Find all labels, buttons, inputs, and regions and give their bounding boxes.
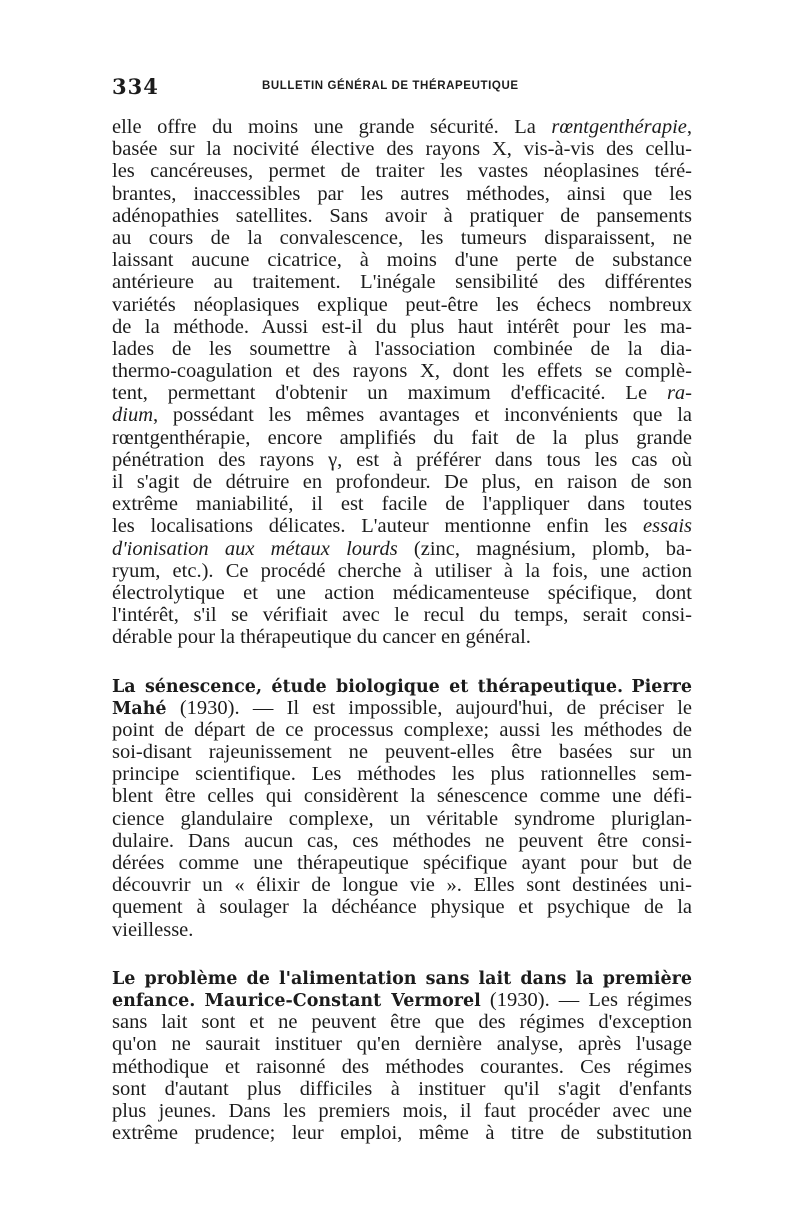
text-line [112,360,692,382]
text-line [112,138,692,160]
italic-term: essais [643,515,692,538]
section-senescence-review [112,675,692,941]
review-author-line [112,697,692,719]
text-line [112,249,692,271]
text-line [112,560,692,582]
text-line [112,404,692,426]
text-segment: électrolytique et une action médicamenteuse spécifique, dont [112,581,692,604]
text-line: blent être celles qui considèrent la sénescence comme une défi- [112,785,692,808]
text-line [112,582,692,604]
section-gap [112,941,692,967]
text-line [112,471,692,493]
text-line [112,160,692,182]
review-author: Maurice-Constant Vermorel [204,990,481,1011]
text-line [112,427,692,449]
text-line [112,515,692,537]
text-line: extrême prudence; leur emploi, même à titre de substitution [112,1122,692,1145]
text-line: (1930). — Il est impossible, aujourd'hui, de préciser le [166,696,692,719]
section-radiotherapy-paragraph [112,116,692,649]
text-segment: il s'agit de détruire en profondeur. De plus, en raison de son [112,471,692,493]
text-segment: tent, permettant d'obtenir un maximum d'efficacité. Le [112,382,667,405]
text-line: sont d'autant plus difficiles à instituer qu'il s'agit d'enfants [112,1077,692,1100]
review-title: La sénescence, étude biologique et thérapeutique. [112,676,624,697]
review-heading-line [112,675,692,697]
text-line [112,271,692,293]
text-line [112,493,692,515]
text-segment: laissant aucune cicatrice, à moins d'une perte de substance [112,249,692,272]
text-line: soi-disant rajeunissement ne peuvent-elles être basées sur un [112,741,692,764]
text-line: dulaire. Dans aucun cas, ces méthodes ne peuvent être consi- [112,829,692,852]
text-line [112,294,692,316]
text-segment: les cancéreuses, permet de traiter les vastes néoplasines téré- [112,160,692,183]
text-line: principe scientifique. Les méthodes les plus rationnelles sem- [112,763,692,786]
text-line: plus jeunes. Dans les premiers mois, il faut procéder avec une [112,1099,692,1122]
text-segment: elle offre du moins une grande sécurité. La [112,116,552,138]
text-segment: , [686,116,692,138]
text-segment: antérieure au traitement. L'inégale sensibilité des différentes [112,271,692,294]
text-segment: ryum, etc.). Ce procédé cherche à utiliser à la fois, une action [112,559,692,582]
review-heading-line [112,967,692,989]
text-line [112,449,692,471]
text-segment: dérable pour la thérapeutique du cancer en général. [112,626,531,649]
text-segment: adénopathies satellites. Sans avoir à pratiquer de pansements [112,204,692,227]
text-line [112,626,692,648]
text-line: qu'on ne saurait instituer qu'en dernière analyse, après l'usage [112,1033,692,1056]
section-alimentation-review [112,967,692,1145]
text-line [112,205,692,227]
page-header [112,74,692,99]
text-segment: basée sur la nocivité élective des rayons X, vis-à-vis des cellu- [112,138,692,161]
section-gap [112,649,692,675]
text-segment: pénétration des rayons γ, est à préférer dans tous les cas où [112,448,692,471]
review-author-last: Mahé [112,698,167,719]
text-segment: extrême maniabilité, il est facile de l'appliquer dans toutes [112,493,692,516]
text-line: vieillesse. [112,918,194,941]
text-segment: brantes, inaccessibles par les autres méthodes, ainsi que les [112,182,692,205]
text-segment: de la méthode. Aussi est-il du plus haut intérêt pour les ma- [112,315,692,338]
text-line: quement à soulager la déchéance physique et psychique de la [112,896,692,919]
text-line [112,538,692,560]
review-author-line [112,989,692,1011]
text-segment: (zinc, magnésium, plomb, ba- [397,537,692,560]
page-body [112,116,692,1144]
italic-term: dium [112,404,153,427]
text-line [112,116,692,138]
text-segment: lades de les soumettre à l'association combinée de la dia- [112,337,692,360]
text-line: méthodique et raisonné des méthodes courantes. Ces régimes [112,1055,692,1078]
text-line: découvrir un « élixir de longue vie ». Elles sont destinées uni- [112,874,692,897]
text-line [112,227,692,249]
review-title: Le problème de l'alimentation sans lait dans la première [112,968,692,989]
text-segment: thermo-coagulation et des rayons X, dont les effets se complè- [112,360,692,383]
text-line: cience glandulaire complexe, un véritable syndrome pluriglan- [112,807,692,830]
review-title-end: enfance. [112,990,196,1011]
review-author-first: Pierre [631,676,692,697]
text-segment: les localisations délicates. L'auteur mentionne enfin les [112,515,644,538]
page-number: 334 [112,74,159,99]
italic-term: rœntgenthérapie [551,116,687,138]
text-line [112,382,692,404]
text-segment: au cours de la convalescence, les tumeurs disparaissent, ne [112,226,692,249]
text-segment: , possédant les mêmes avantages et inconvénients que la [153,404,692,427]
italic-term: ra- [666,382,692,405]
text-line [112,183,692,205]
text-line: point de départ de ce processus complexe; aussi les méthodes de [112,718,692,741]
text-line: sans lait sont et ne peuvent être que des régimes d'exception [112,1011,692,1034]
text-segment: rœntgenthérapie, encore amplifiés du fait de la plus grande [112,426,692,449]
text-line [112,604,692,626]
text-line [112,316,692,338]
text-line: dérées comme une thérapeutique spécifique ayant pour but de [112,852,692,874]
text-line [112,338,692,360]
text-segment: l'intérêt, s'il se vérifiait avec le recul du temps, serait consi- [112,604,692,627]
running-title: BULLETIN GÉNÉRAL DE THÉRAPEUTIQUE [262,80,519,92]
text-line: (1930). — Les régimes [480,988,692,1011]
text-segment: variétés néoplasiques explique peut-être les échecs nombreux [112,293,692,316]
italic-term: d'ionisation aux métaux lourds [112,537,398,560]
